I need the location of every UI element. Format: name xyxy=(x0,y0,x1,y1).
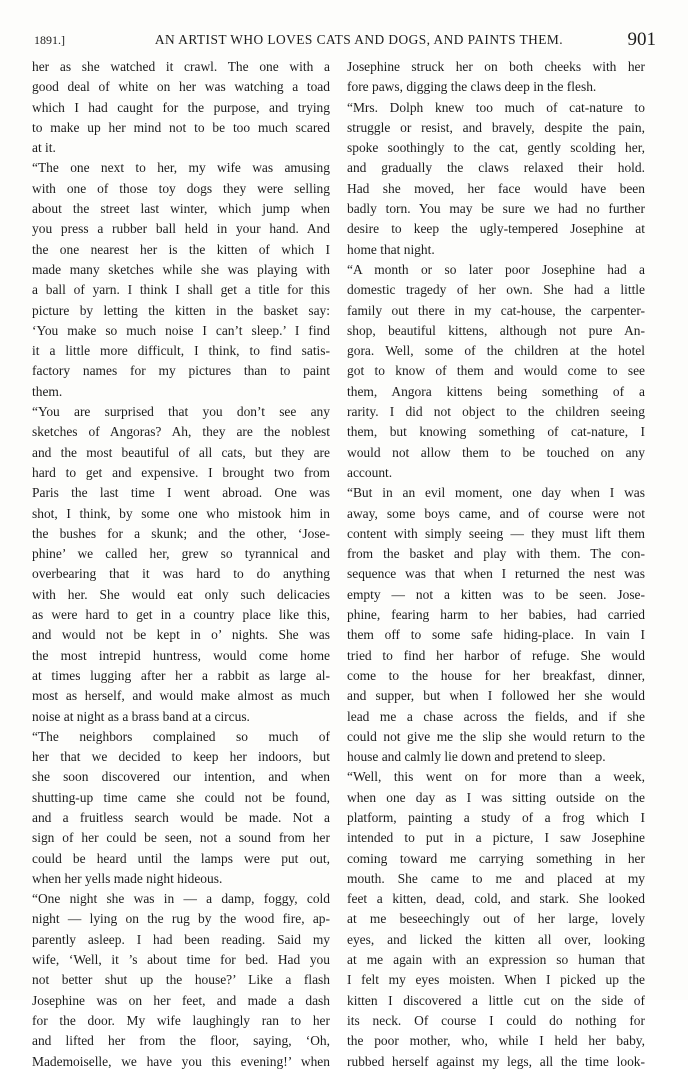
right-column-line: at me again with an expression so human that xyxy=(347,952,645,968)
left-column-line: “The one next to her, my wife was amusing xyxy=(32,160,330,176)
right-column-line: come to the house for her breakfast, dinner, xyxy=(347,667,645,683)
left-column-line: with her. She would eat only such delicacies xyxy=(32,586,330,602)
right-column-line: platform, painting a study of a frog which I xyxy=(347,809,645,825)
left-column-line: to make up her mind not to be too much scared xyxy=(32,119,330,135)
left-column-line: a ball of yarn. I think I shall get a title for this xyxy=(32,282,330,298)
left-column-line: at it. xyxy=(32,140,56,156)
right-column-line: intended to put in a picture, I saw Josephine xyxy=(347,830,645,846)
left-column-line: shutting-up time came she could not be found, xyxy=(32,789,330,805)
right-column-line: “Well, this went on for more than a week, xyxy=(347,769,645,785)
right-column-line: rubbed herself against my legs, all the time look- xyxy=(347,1053,645,1069)
right-column-line: family out there in my cat-house, the carpenter- xyxy=(347,302,645,318)
right-column-line: “But in an evil moment, one day when I was xyxy=(347,485,645,501)
right-column-line: sequence was that when I returned the nest was xyxy=(347,566,645,582)
left-column-line: most as herself, and would make almost as much xyxy=(32,688,330,704)
right-column-line: badly torn. You may be sure we had no further xyxy=(347,201,645,217)
right-column-line: “Mrs. Dolph knew too much of cat-nature to xyxy=(347,99,645,115)
left-column-line: about the street last winter, which jump when xyxy=(32,201,330,217)
right-column-line: from the basket and play with them. The con- xyxy=(347,546,645,562)
right-column-line: mouth. She came to me and placed at my xyxy=(347,870,645,886)
right-column-line: house and calmly lie down and pretend to sleep. xyxy=(347,749,606,765)
left-column-line: factory names for my pictures than to paint xyxy=(32,363,330,379)
left-column-line: night — lying on the rug by the wood fire, ap- xyxy=(32,911,330,927)
left-column-line: with one of those toy dogs they were selling xyxy=(32,180,330,196)
left-column-line: she soon discovered our intention, and when xyxy=(32,769,330,785)
left-column-line: the bushes for a skunk; and the other, ‘Jose- xyxy=(32,525,330,541)
left-column-line: it a little more difficult, I think, to find satis- xyxy=(32,343,330,359)
left-column-line: could be heard until the lamps were put out, xyxy=(32,850,330,866)
right-column-line: “A month or so later poor Josephine had a xyxy=(347,261,645,277)
left-column-line: shot, I think, by some one who mistook him in xyxy=(32,505,330,521)
left-column-line: picture by letting the kitten in the basket say: xyxy=(32,302,330,318)
left-column-line: “One night she was in — a damp, foggy, cold xyxy=(32,891,330,907)
right-column-line: the poor mother, who, while I held her baby, xyxy=(347,1033,645,1049)
right-column-line: when one day as I was sitting outside on the xyxy=(347,789,645,805)
left-column-line: “You are surprised that you don’t see any xyxy=(32,404,330,420)
right-column-line: spoke soothingly to the cat, gently scolding her, xyxy=(347,140,645,156)
right-column-line: gora. Well, some of the children at the hotel xyxy=(347,343,645,359)
right-column-line: feet a kitten, dead, cold, and stark. She looked xyxy=(347,891,645,907)
right-column-line: struggle or resist, and bravely, despite the pain, xyxy=(347,119,645,135)
left-column-line: overbearing that it was hard to do anything xyxy=(32,566,330,582)
right-column-line: coming toward me carrying something in her xyxy=(347,850,645,866)
left-column-line: the most intrepid huntress, would come home xyxy=(32,647,330,663)
left-column-line: not better shut up the house?’ Like a flash xyxy=(32,972,330,988)
left-column-line: Paris the last time I went abroad. One was xyxy=(32,485,330,501)
left-column-line: and the most beautiful of all cats, but they are xyxy=(32,444,330,460)
right-column-line: Josephine struck her on both cheeks with her xyxy=(347,59,645,74)
header-date: 1891.] xyxy=(34,33,65,47)
left-column-line: you press a rubber ball held in your hand. And xyxy=(32,221,330,237)
right-column-line: away, some boys came, and of course were not xyxy=(347,505,645,521)
left-column-line: “The neighbors complained so much of xyxy=(32,728,330,744)
left-column-line: when her yells made night hideous. xyxy=(32,870,223,886)
right-column-line: kitten I discovered a little cut on the side of xyxy=(347,992,645,1008)
left-column-line: her that we decided to keep her indoors, but xyxy=(32,749,330,765)
left-column-line: and lifted her from the floor, saying, ‘Oh, xyxy=(32,1033,330,1049)
right-column-line: I felt my eyes moisten. When I picked up the xyxy=(347,972,645,988)
header-title: AN ARTIST WHO LOVES CATS AND DOGS, AND PAINTS THEM. xyxy=(154,32,564,47)
left-column-line: them. xyxy=(32,383,63,399)
left-column-line: wife, ‘Well, it ’s about time for bed. Had you xyxy=(32,952,330,968)
right-column-line: and gradually the claws relaxed their hold. xyxy=(347,160,645,176)
left-column-line: hard to get and expensive. I brought two from xyxy=(32,464,330,480)
page-number: 901 xyxy=(627,29,656,50)
left-column-line: at times lugging after her a rabbit as large al- xyxy=(32,667,330,683)
left-column-line: Josephine was on her feet, and made a dash xyxy=(32,992,330,1008)
right-column xyxy=(347,57,645,1072)
right-column-line: empty — not a kitten was to be seen. Jose- xyxy=(347,586,645,602)
right-column-line: and supper, but when I followed her she would xyxy=(347,688,645,704)
right-column-line: tried to find her harbor of refuge. She would xyxy=(347,647,645,663)
left-column-line: and a fruitless search would be made. Not a xyxy=(32,809,330,825)
left-column-line: the one nearest her is the kitten of which I xyxy=(32,241,330,257)
left-column-line: parently asleep. I had been reading. Said my xyxy=(32,931,330,947)
right-column-line: would not allow them to be touched on any xyxy=(347,444,645,460)
left-column-line: sign of her could be seen, not a sound from her xyxy=(32,830,330,846)
right-column-line: them, Angora kittens being something of a xyxy=(347,383,645,399)
right-column-line: phine, fearing harm to her babies, had carried xyxy=(347,607,645,623)
right-column-line: at me beseechingly out of her large, lovely xyxy=(347,911,645,927)
left-column-line: ‘You make so much noise I can’t sleep.’ I find xyxy=(32,322,330,338)
right-column-line: could not give me the slip she would return to the xyxy=(347,728,645,744)
left-column-line: sketches of Angoras? Ah, they are the noblest xyxy=(32,424,330,440)
right-column-line: eyes, and licked the kitten all over, looking xyxy=(347,931,645,947)
left-column-line: for the door. My wife laughingly ran to her xyxy=(32,1012,330,1028)
right-column-line: desire to keep the ugly-tempered Josephine at xyxy=(347,221,645,237)
left-column-line: good deal of white on her was watching a toad xyxy=(32,79,330,95)
left-column-line: made many sketches while she was playing with xyxy=(32,261,330,277)
right-column-line: fore paws, digging the claws deep in the flesh. xyxy=(347,79,597,95)
right-column-line: home that night. xyxy=(347,241,435,257)
left-column-line: phine’ we called her, grew so tyrannical and xyxy=(32,546,330,562)
left-column-line: Mademoiselle, we have you this evening!’ when xyxy=(32,1053,330,1069)
right-column-line: its neck. Of course I could do nothing for xyxy=(347,1012,645,1028)
left-column xyxy=(32,57,330,1072)
right-column-line: content with simply seeing — they must lift them xyxy=(347,525,645,541)
right-column-line: shop, beautiful kittens, although not pure An- xyxy=(347,322,645,338)
right-column-line: them off to some safe hiding-place. In vain I xyxy=(347,627,645,643)
left-column-line: noise at night as a brass band at a circus. xyxy=(32,708,250,724)
left-column-line: her as she watched it crawl. The one with a xyxy=(32,59,330,74)
right-column-line: lead me a chase across the fields, and if she xyxy=(347,708,645,724)
right-column-line: domestic tragedy of her own. She had a little xyxy=(347,282,645,298)
left-column-line: and would not be kept in o’ nights. She was xyxy=(32,627,330,643)
left-column-line: which I had caught for the purpose, and trying xyxy=(32,99,330,115)
right-column-line: them, but knowing something of cat-nature, I xyxy=(347,424,645,440)
right-column-line: account. xyxy=(347,464,393,480)
running-header xyxy=(34,30,656,52)
right-column-line: Had she moved, her face would have been xyxy=(347,180,645,196)
right-column-line: got to know of them and would come to see xyxy=(347,363,645,379)
right-column-line: rarity. I did not object to the children seeing xyxy=(347,404,645,420)
left-column-line: as were hard to get in a country place like this, xyxy=(32,607,330,623)
